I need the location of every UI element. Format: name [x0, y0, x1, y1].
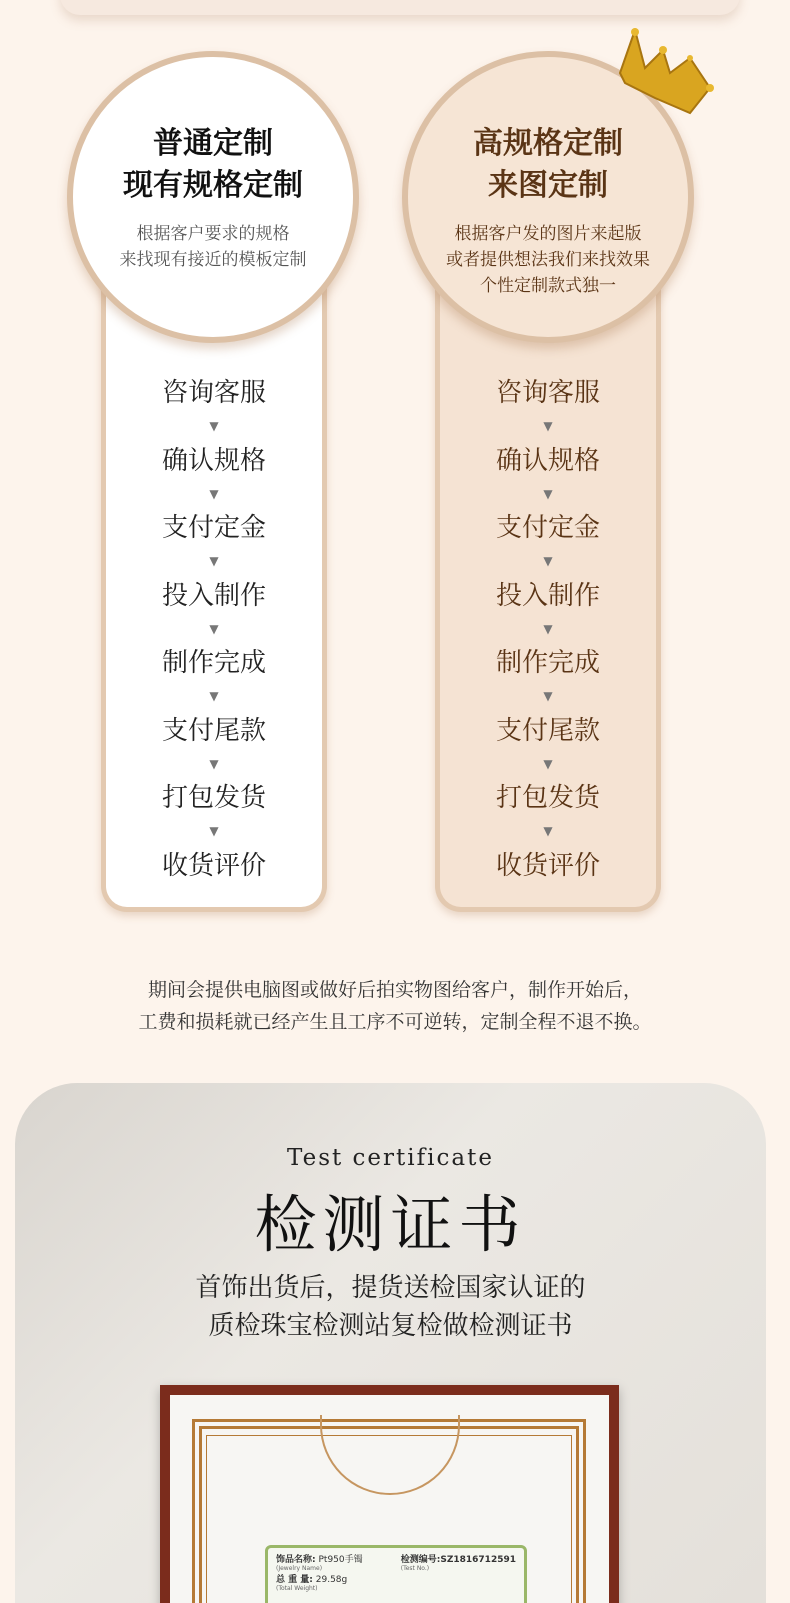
arrow-down-icon: ▼	[543, 554, 553, 568]
process-step: 支付定金	[495, 513, 600, 543]
custom-policy-note	[0, 974, 790, 1038]
premium-title-2: 来图定制	[488, 168, 608, 203]
arrow-down-icon: ▼	[209, 554, 219, 568]
top-card	[60, 0, 740, 15]
premium-title-1: 高规格定制	[473, 126, 623, 161]
standard-title-1: 普通定制	[153, 126, 273, 161]
certificate-frame-image	[160, 1385, 619, 1603]
standard-desc-1: 根据客户要求的规格	[136, 224, 290, 244]
process-step: 确认规格	[495, 445, 600, 476]
premium-desc-1: 根据客户发的图片来起版	[454, 224, 642, 244]
process-step: 确认规格	[161, 445, 266, 476]
standard-custom-circle	[67, 51, 359, 343]
premium-desc-3: 个性定制款式独一	[480, 276, 616, 296]
process-step: 制作完成	[161, 648, 266, 678]
test-en: (Test No.)	[400, 1565, 430, 1572]
process-step: 咨询客服	[161, 378, 266, 408]
arrow-down-icon: ▼	[543, 824, 553, 838]
process-step: 支付定金	[161, 513, 266, 543]
arrow-down-icon: ▼	[209, 621, 219, 636]
premium-desc-2: 或者提供想法我们来找效果	[446, 250, 650, 270]
standard-steps	[101, 373, 327, 886]
note-line-2: 工费和损耗就已经产生且工序不可逆转，定制全程不退不换。	[138, 1011, 652, 1033]
process-step: 咨询客服	[495, 378, 600, 408]
arrow-down-icon: ▼	[209, 756, 219, 771]
arrow-down-icon: ▼	[209, 419, 219, 433]
arrow-down-icon: ▼	[209, 689, 219, 703]
certificate-desc-1: 首饰出货后，提货送检国家认证的	[195, 1273, 586, 1303]
certificate-desc-2: 质检珠宝检测站复检做检测证书	[208, 1311, 573, 1341]
weight-en: (Total Weight)	[276, 1585, 318, 1592]
arrow-down-icon: ▼	[543, 486, 553, 501]
arrow-down-icon: ▼	[543, 419, 553, 433]
certificate-section	[15, 1083, 766, 1603]
note-line-1: 期间会提供电脑图或做好后拍实物图给客户，制作开始后，	[147, 979, 642, 1001]
certificate-english-title: Test certificate	[287, 1145, 494, 1171]
process-step: 收货评价	[161, 850, 266, 881]
process-step: 制作完成	[495, 648, 600, 678]
standard-title-2: 现有规格定制	[123, 168, 303, 203]
process-step: 投入制作	[161, 580, 266, 611]
arrow-down-icon: ▼	[543, 621, 553, 636]
certificate-card	[265, 1545, 527, 1603]
name-label: 饰品名称:	[276, 1555, 316, 1565]
certificate-title: 检测证书	[254, 1188, 527, 1261]
premium-steps	[435, 373, 661, 886]
process-step: 支付尾款	[161, 715, 266, 746]
weight-label: 总 重 量:	[276, 1575, 313, 1585]
process-step: 收货评价	[495, 850, 600, 881]
standard-desc-2: 来找现有接近的模板定制	[119, 250, 307, 270]
arrow-down-icon: ▼	[543, 756, 553, 771]
test-label: 检测编号:	[400, 1555, 441, 1565]
arrow-down-icon: ▼	[209, 486, 219, 501]
test-value: SZ1816712591	[440, 1555, 516, 1565]
process-step: 投入制作	[495, 580, 600, 611]
name-value: Pt950手镯	[318, 1555, 363, 1565]
process-step: 打包发货	[495, 783, 600, 813]
crown-icon	[615, 28, 715, 120]
weight-value: 29.58g	[315, 1575, 348, 1585]
arrow-down-icon: ▼	[209, 824, 219, 838]
process-step: 打包发货	[161, 783, 266, 813]
arrow-down-icon: ▼	[543, 689, 553, 703]
name-en: (Jewelry Name)	[276, 1565, 323, 1572]
process-step: 支付尾款	[495, 715, 600, 746]
